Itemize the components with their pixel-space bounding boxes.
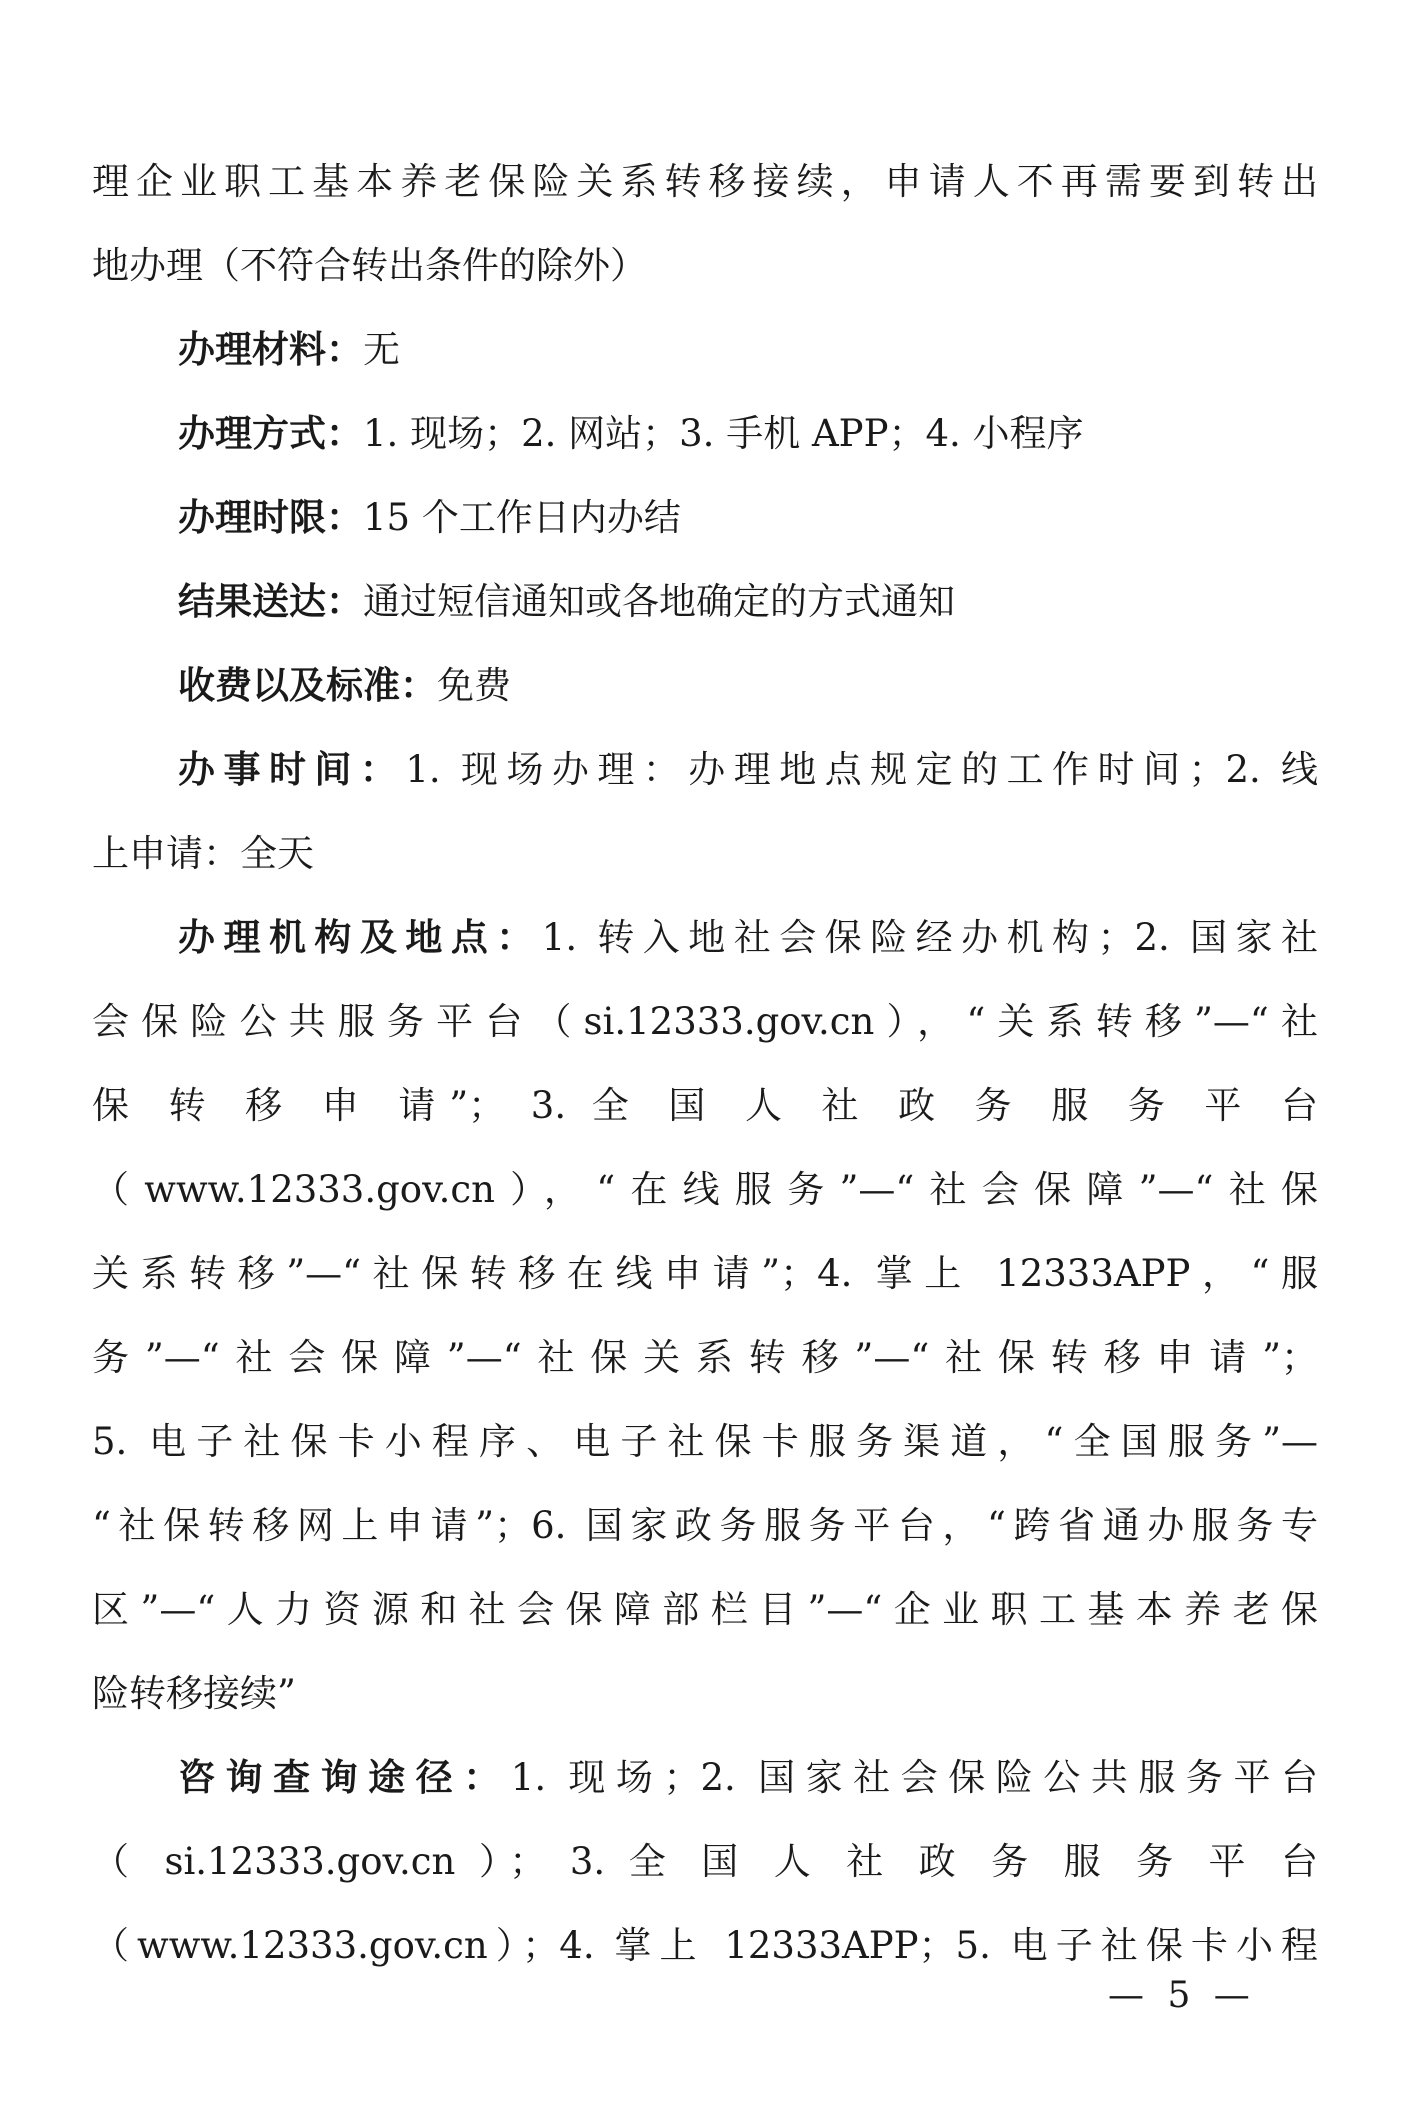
text-line xyxy=(92,1820,1318,1904)
line-text: 5. 电子社保卡小程序、电子社保卡服务渠道，“全国服务”— xyxy=(92,1420,1318,1463)
line-text: 会保险公共服务平台（si.12333.gov.cn），“关系转移”—“社 xyxy=(92,1000,1318,1043)
line-text: 区”—“人力资源和社会保障部栏目”—“企业职工基本养老保 xyxy=(92,1588,1318,1631)
line-text: 1. 现场办理：办理地点规定的工作时间；2. 线 xyxy=(405,748,1318,791)
text-line xyxy=(92,1316,1318,1400)
field-label: 收费以及标准： xyxy=(178,664,437,707)
line-text: 保 转 移 申 请”； 3. 全 国 人 社 政 务 服 务 平 台 xyxy=(92,1084,1318,1127)
line-text: （www.12333.gov.cn），“在线服务”—“社会保障”—“社保 xyxy=(92,1168,1318,1211)
text-line xyxy=(92,896,1318,980)
line-text: 15 个工作日内办结 xyxy=(363,496,681,539)
line-text: 地办理（不符合转出条件的除外） xyxy=(92,244,647,287)
document-body xyxy=(92,140,1318,1988)
line-text: 关系转移”—“社保转移在线申请”；4. 掌上 12333APP，“服 xyxy=(92,1252,1318,1295)
text-line xyxy=(92,224,1318,308)
line-text: 上申请：全天 xyxy=(92,832,314,875)
text-line xyxy=(92,476,1318,560)
line-text: 无 xyxy=(363,328,400,371)
text-line xyxy=(92,728,1318,812)
line-text: 务”—“社会保障”—“社保关系转移”—“社保转移申请”； xyxy=(92,1336,1318,1379)
line-text: 1. 现场；2. 国家社会保险公共服务平台 xyxy=(510,1756,1318,1799)
text-line xyxy=(92,1736,1318,1820)
page-number: — 5 — xyxy=(1108,1975,1256,2016)
text-line xyxy=(92,1400,1318,1484)
line-text: （www.12333.gov.cn）；4. 掌上 12333APP；5. 电子社保卡小程 xyxy=(92,1924,1318,1967)
field-label: 办理方式： xyxy=(178,412,363,455)
line-text: 险转移接续” xyxy=(92,1672,296,1715)
field-label: 结果送达： xyxy=(178,580,363,623)
text-line xyxy=(92,560,1318,644)
text-line xyxy=(92,1484,1318,1568)
line-text: 免费 xyxy=(437,664,511,707)
line-text: 1. 现场；2. 网站；3. 手机 APP；4. 小程序 xyxy=(363,412,1084,455)
line-text: 1. 转入地社会保险经办机构；2. 国家社 xyxy=(541,916,1318,959)
field-label: 办理时限： xyxy=(178,496,363,539)
line-text: 通过短信通知或各地确定的方式通知 xyxy=(363,580,955,623)
field-label: 办理机构及地点： xyxy=(178,916,542,959)
text-line xyxy=(92,812,1318,896)
text-line xyxy=(92,1652,1318,1736)
text-line xyxy=(92,1232,1318,1316)
text-line xyxy=(92,308,1318,392)
text-line xyxy=(92,392,1318,476)
field-label: 咨询查询途径： xyxy=(178,1756,511,1799)
text-line xyxy=(92,1064,1318,1148)
field-label: 办理材料： xyxy=(178,328,363,371)
line-text: 理企业职工基本养老保险关系转移接续，申请人不再需要到转出 xyxy=(92,160,1318,203)
text-line xyxy=(92,1568,1318,1652)
text-line xyxy=(92,644,1318,728)
text-line xyxy=(92,980,1318,1064)
line-text: （ si.12333.gov.cn ）； 3. 全 国 人 社 政 务 服 务 平 台 xyxy=(92,1840,1318,1883)
text-line xyxy=(92,140,1318,224)
line-text: “社保转移网上申请”；6. 国家政务服务平台，“跨省通办服务专 xyxy=(92,1504,1318,1547)
field-label: 办事时间： xyxy=(178,748,406,791)
text-line xyxy=(92,1148,1318,1232)
